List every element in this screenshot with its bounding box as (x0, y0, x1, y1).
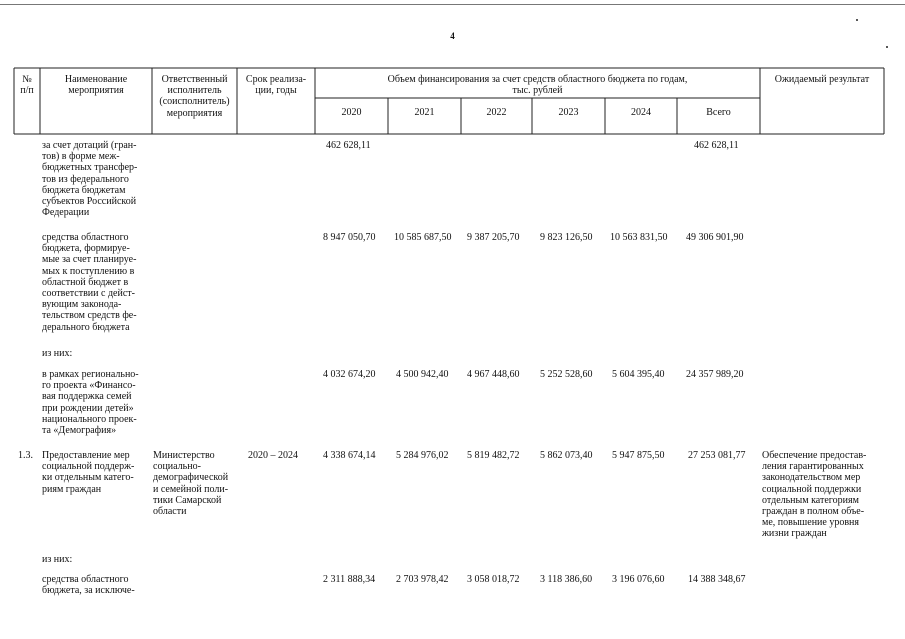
row-1-3-result: Обеспечение предостав- ления гарантированных законодательством мер социальной поддержки отдельным категориям граждан в полном объе- ме, повышение уровня жизни граждан (762, 450, 867, 540)
row-regional-project-2022: 4 967 448,60 (467, 369, 520, 380)
header-year-2023: 2023 (558, 107, 579, 118)
header-year-2022: 2022 (486, 107, 507, 118)
row-1-3-2020: 4 338 674,14 (323, 450, 376, 461)
header-no: № п/п (20, 74, 34, 97)
row-regional-federal-2023: 9 823 126,50 (540, 232, 593, 243)
row-grants-total: 462 628,11 (694, 140, 739, 151)
row-regional-project-name: в рамках регионально- го проекта «Финансо- вая поддержка семей при рождении детей» национального проек- та «Демография» (42, 369, 139, 437)
row-regional-federal-name: средства областного бюджета, формируе- мые за счет планируе- мых к поступлению в областной бюджет в соответствии с дейст- вующим законода- тельством средств фе- дерального бюджета (42, 232, 137, 333)
row-regional-excl-2022: 3 058 018,72 (467, 574, 520, 585)
header-responsible: Ответственный исполнитель (соисполнитель) мероприятия (159, 74, 230, 119)
row-regional-federal-total: 49 306 901,90 (686, 232, 744, 243)
row-regional-project-total: 24 357 989,20 (686, 369, 744, 380)
page-number: 4 (450, 31, 455, 41)
row-grants-name: за счет дотаций (гран- тов) в форме меж- бюджетных трансфер- тов из федерального бюджета бюджетам субъектов Российской Федерации (42, 140, 138, 219)
header-name: Наименование мероприятия (64, 74, 128, 97)
of-which-label-2: из них: (42, 554, 73, 565)
row-regional-project-2020: 4 032 674,20 (323, 369, 376, 380)
row-1-3-total: 27 253 081,77 (688, 450, 746, 461)
row-1-3-responsible: Министерство социально- демографической и семейной поли- тики Самарской области (153, 450, 229, 518)
row-regional-federal-2022: 9 387 205,70 (467, 232, 520, 243)
row-regional-excl-name: средства областного бюджета, за исключе- (42, 574, 135, 597)
row-1-3-2023: 5 862 073,40 (540, 450, 593, 461)
row-regional-excl-2020: 2 311 888,34 (323, 574, 376, 585)
header-period: Срок реализа- ции, годы (245, 74, 307, 97)
row-1-3-name: Предоставление мер социальной поддерж- ки отдельным катего- риям граждан (42, 450, 135, 495)
row-1-3-number: 1.3. (18, 450, 33, 461)
row-1-3-2024: 5 947 875,50 (612, 450, 665, 461)
header-year-2020: 2020 (341, 107, 362, 118)
row-regional-excl-total: 14 388 348,67 (688, 574, 746, 585)
row-regional-project-2021: 4 500 942,40 (396, 369, 449, 380)
row-1-3-2021: 5 284 976,02 (396, 450, 449, 461)
row-regional-federal-2020: 8 947 050,70 (323, 232, 376, 243)
row-regional-federal-2024: 10 563 831,50 (610, 232, 668, 243)
row-regional-excl-2024: 3 196 076,60 (612, 574, 665, 585)
row-regional-project-2024: 5 604 395,40 (612, 369, 665, 380)
row-1-3-2022: 5 819 482,72 (467, 450, 520, 461)
row-grants-2020: 462 628,11 (326, 140, 371, 151)
header-total: Всего (706, 107, 731, 118)
header-financing: Объем финансирования за счет средств областного бюджета по годам, тыс. рублей (387, 74, 688, 97)
row-1-3-period: 2020 – 2024 (248, 450, 298, 461)
header-result: Ожидаемый результат (774, 74, 870, 85)
header-year-2024: 2024 (631, 107, 651, 118)
of-which-label: из них: (42, 348, 73, 359)
row-regional-excl-2023: 3 118 386,60 (540, 574, 593, 585)
row-regional-federal-2021: 10 585 687,50 (394, 232, 452, 243)
row-regional-project-2023: 5 252 528,60 (540, 369, 593, 380)
row-regional-excl-2021: 2 703 978,42 (396, 574, 449, 585)
header-year-2021: 2021 (414, 107, 435, 118)
